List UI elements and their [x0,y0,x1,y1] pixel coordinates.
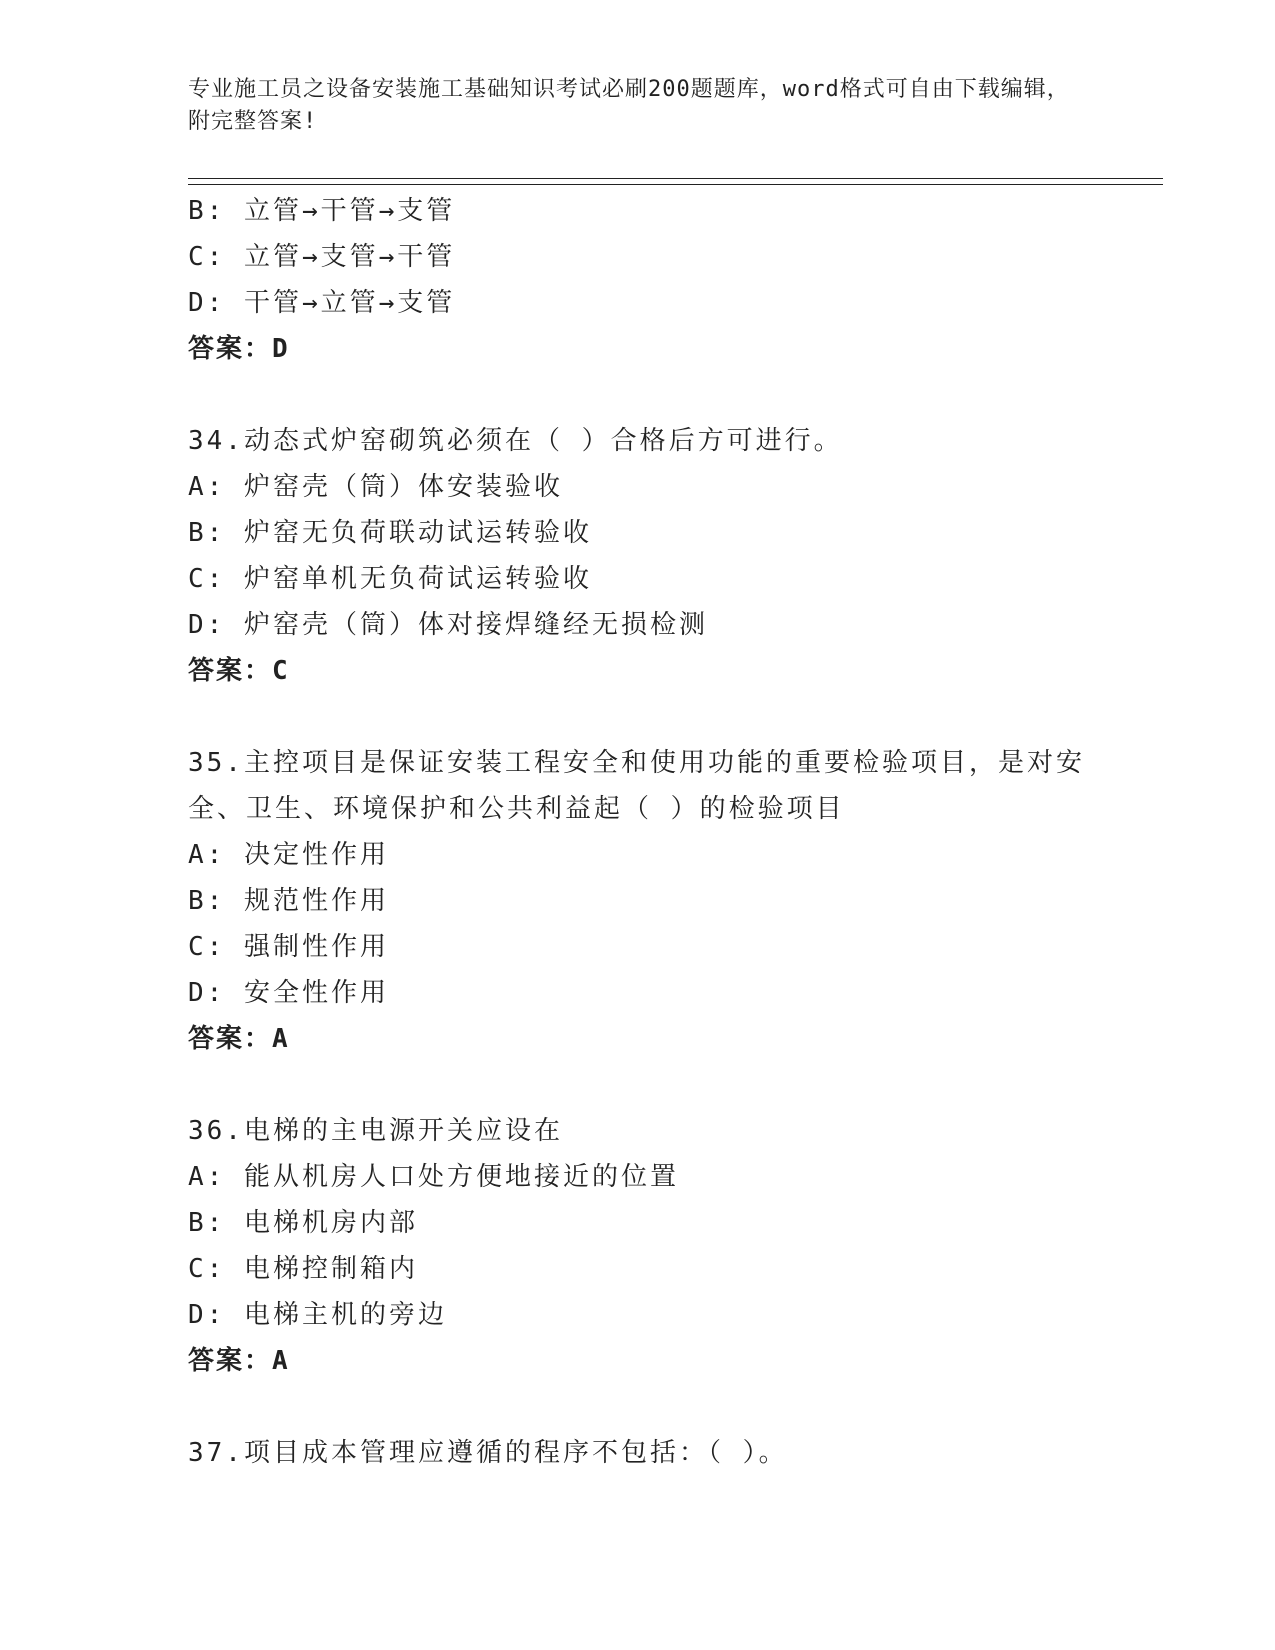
option-d: D: 安全性作用 [188,978,389,1008]
carryover-block [188,188,1088,372]
option-c: C: 电梯控制箱内 [188,1254,418,1284]
answer: 答案：A [188,1346,290,1376]
option-a: A: 决定性作用 [188,840,389,870]
option-b: B: 规范性作用 [188,886,389,916]
question-36 [188,1108,1088,1384]
question-35 [188,740,1088,1062]
header-divider-top [188,178,1163,179]
option-d: D: 电梯主机的旁边 [188,1300,447,1330]
answer: 答案：C [188,656,290,686]
answer: 答案：D [188,334,290,364]
option-c: C: 炉窑单机无负荷试运转验收 [188,564,592,594]
document-header: 专业施工员之设备安装施工基础知识考试必刷200题题库，word格式可自由下载编辑，附完整答案! [188,77,1070,134]
question-34 [188,418,1088,694]
answer: 答案：A [188,1024,290,1054]
option-d: D: 炉窑壳（筒）体对接焊缝经无损检测 [188,610,708,640]
question-text: 35.主控项目是保证安装工程安全和使用功能的重要检验项目，是对安全、卫生、环境保护和公共利益起（ ）的检验项目 [188,748,1085,824]
option-a: A: 能从机房人口处方便地接近的位置 [188,1162,679,1192]
question-37 [188,1430,1088,1476]
question-text: 37.项目成本管理应遵循的程序不包括：（ ）。 [188,1438,788,1468]
question-text: 34.动态式炉窑砌筑必须在（ ）合格后方可进行。 [188,426,843,456]
question-text: 36.电梯的主电源开关应设在 [188,1116,563,1146]
option-b: B: 立管→干管→支管 [188,196,456,226]
option-b: B: 电梯机房内部 [188,1208,418,1238]
option-d: D: 干管→立管→支管 [188,288,456,318]
header-divider-bottom [188,184,1163,185]
option-a: A: 炉窑壳（筒）体安装验收 [188,472,563,502]
option-b: B: 炉窑无负荷联动试运转验收 [188,518,592,548]
option-c: C: 立管→支管→干管 [188,242,456,272]
option-c: C: 强制性作用 [188,932,389,962]
question-content [188,188,1088,1476]
